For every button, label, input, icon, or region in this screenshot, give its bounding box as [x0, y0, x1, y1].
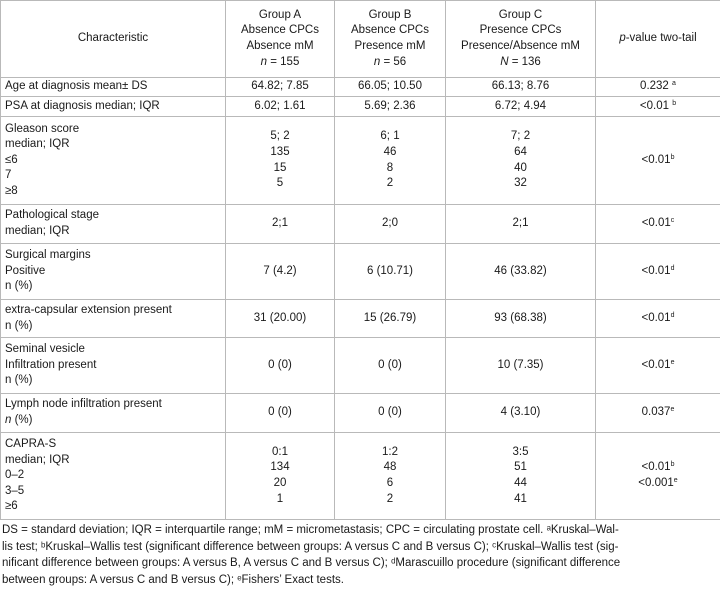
cell-c: 4 (3.10) — [446, 394, 596, 433]
cell-c: 93 (68.38) — [446, 300, 596, 338]
header-group-b: Group B Absence CPCs Presence mM n = 56 — [335, 1, 446, 78]
row-label: extra-capsular extension present n (%) — [1, 300, 226, 338]
row-label: Pathological stage median; IQR — [1, 205, 226, 244]
cell-a: 6.02; 1.61 — [226, 97, 335, 117]
cell-c: 46 (33.82) — [446, 244, 596, 300]
cell-c: 66.13; 8.76 — [446, 78, 596, 97]
row-label: Gleason score median; IQR ≤6 7 ≥8 — [1, 117, 226, 205]
cell-p: <0.01$^e$ — [596, 338, 720, 394]
cell-a: 31 (20.00) — [226, 300, 335, 338]
cell-b: 5.69; 2.36 — [335, 97, 446, 117]
row-label: PSA at diagnosis median; IQR — [1, 97, 226, 117]
cell-c: 3:5 51 44 41 — [446, 433, 596, 520]
cell-c: 2;1 — [446, 205, 596, 244]
table-row — [1, 117, 720, 205]
table-row — [1, 244, 720, 300]
table-row — [1, 433, 720, 520]
cell-p: <0.01$^b$ <0.001$^e$ — [596, 433, 720, 520]
cell-b: 1:2 48 6 2 — [335, 433, 446, 520]
cell-a: 0:1 134 20 1 — [226, 433, 335, 520]
cell-p: <0.01 $^b$ — [596, 97, 720, 117]
cell-a: 64.82; 7.85 — [226, 78, 335, 97]
cell-p: <0.01$^b$ — [596, 117, 720, 205]
header-row — [1, 1, 720, 78]
cell-c: 6.72; 4.94 — [446, 97, 596, 117]
cell-a: 0 (0) — [226, 338, 335, 394]
cell-b: 2;0 — [335, 205, 446, 244]
cell-a: 0 (0) — [226, 394, 335, 433]
row-label: Seminal vesicle Infiltration present n (%) — [1, 338, 226, 394]
cell-p: <0.01$^c$ — [596, 205, 720, 244]
row-label: Surgical margins Positive n (%) — [1, 244, 226, 300]
cell-p: <0.01$^d$ — [596, 244, 720, 300]
header-characteristic: Characteristic — [1, 1, 226, 78]
cell-c: 10 (7.35) — [446, 338, 596, 394]
cell-b: 6 (10.71) — [335, 244, 446, 300]
table-row — [1, 394, 720, 433]
cell-b: 66.05; 10.50 — [335, 78, 446, 97]
table-row — [1, 97, 720, 117]
header-pvalue: p-value two-tail — [596, 1, 720, 78]
table-row — [1, 300, 720, 338]
cell-b: 6; 1 46 8 2 — [335, 117, 446, 205]
table-row — [1, 338, 720, 394]
cell-p: 0.037e — [596, 394, 720, 433]
cell-p: 0.232 $^a$ — [596, 78, 720, 97]
row-label: CAPRA-S median; IQR 0–2 3–5 ≥6 — [1, 433, 226, 520]
cell-a: 2;1 — [226, 205, 335, 244]
header-group-a: Group A Absence CPCs Absence mM n = 155 — [226, 1, 335, 78]
header-group-c: Group C Presence CPCs Presence/Absence mM N = 136 — [446, 1, 596, 78]
table-row — [1, 205, 720, 244]
table-row — [1, 78, 720, 97]
cell-p: <0.01$^d$ — [596, 300, 720, 338]
cell-b: 0 (0) — [335, 394, 446, 433]
cell-b: 15 (26.79) — [335, 300, 446, 338]
table-footnote: DS = standard deviation; IQR = interquartile range; mM = micrometastasis; CPC = circulating prostate cell. ᵃKruskal–Wal- lis test; ᵇKruskal–Wallis test (significant difference between groups: A versus C and B versus C); ᶜKruskal–Wallis test (sig- nificant difference between groups: A versus B, A versus C and B versus C); ᵈMarascuillo procedure (significant difference between groups: A versus C and B versus C); ᵉFishers’ Exact tests. — [2, 524, 621, 586]
cell-a: 5; 2 135 15 5 — [226, 117, 335, 205]
cell-b: 0 (0) — [335, 338, 446, 394]
cell-c: 7; 2 64 40 32 — [446, 117, 596, 205]
cell-a: 7 (4.2) — [226, 244, 335, 300]
row-label: Age at diagnosis mean± DS — [1, 78, 226, 97]
row-label: Lymph node infiltration present n (%) — [1, 394, 226, 433]
